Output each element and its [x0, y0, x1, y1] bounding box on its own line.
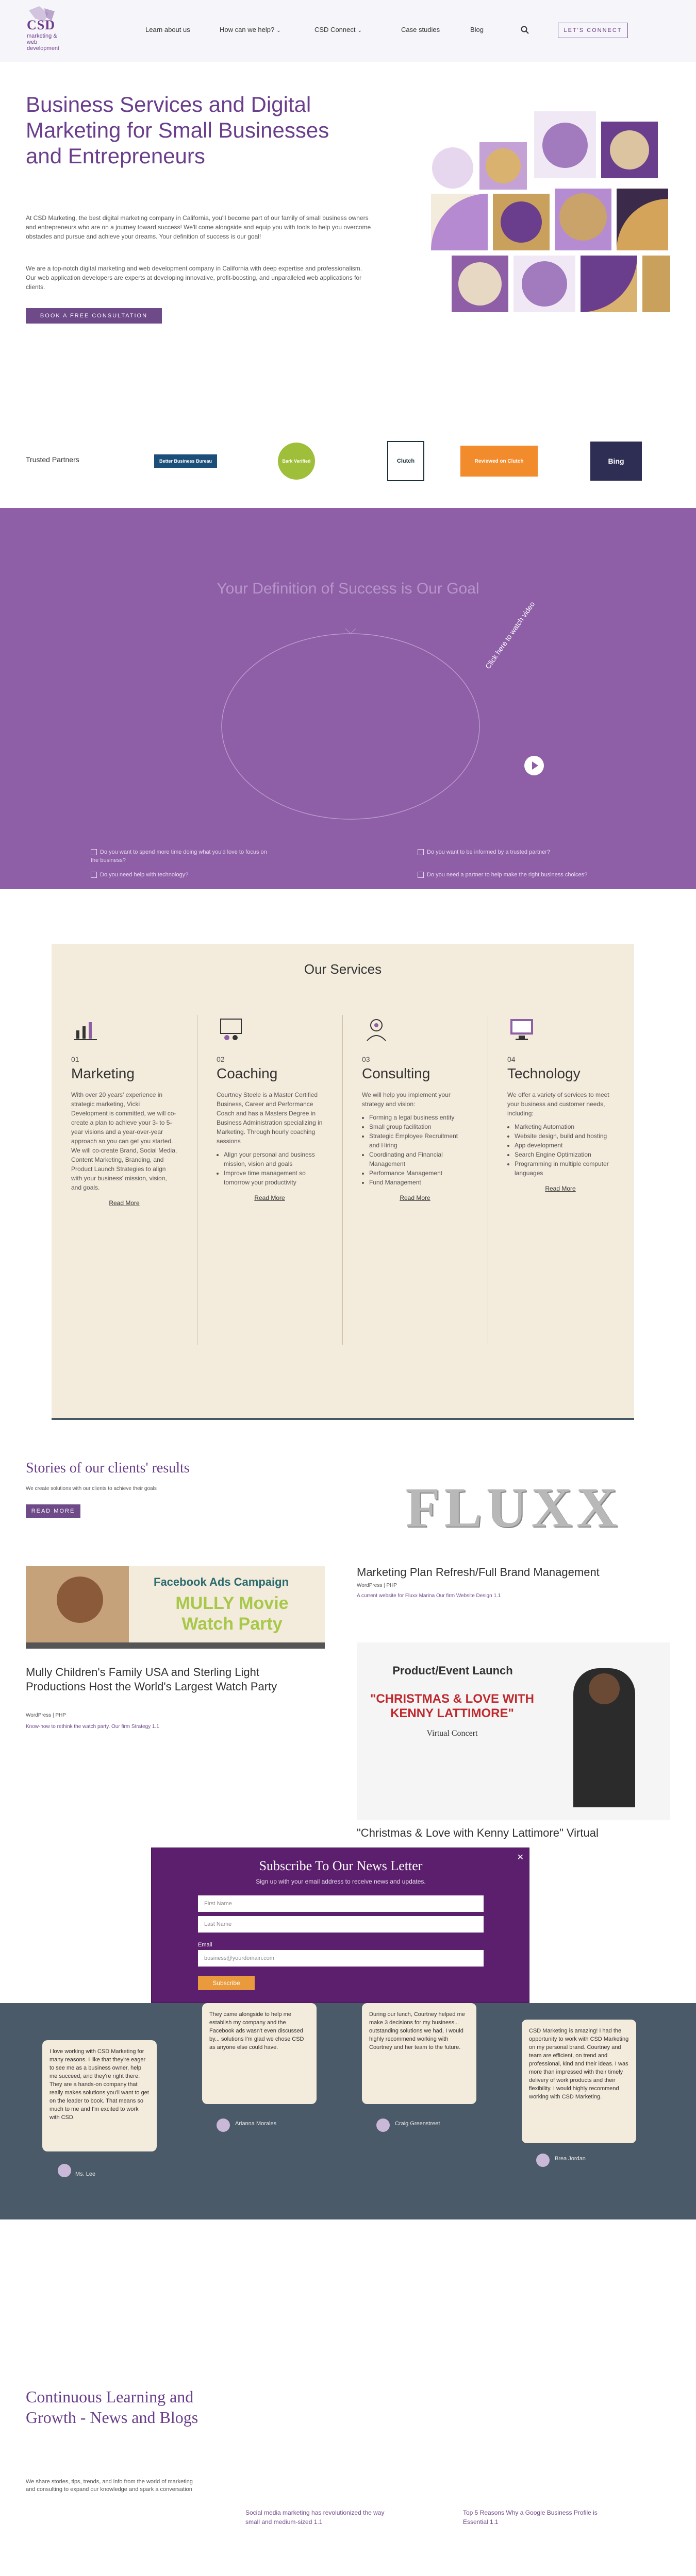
hero-paragraph-1: At CSD Marketing, the best digital marketing company in California, you'll become part of our family of small business owners and entrepreneurs who are on a journey toward success! We'll come alongside and equip you with tools to help you overcome obstacles and pursue and achieve your dreams. Your definition of success is our goal! [26, 214, 371, 240]
blog-post-link[interactable]: Social media marketing has revolutionized the way small and medium-sized 1.1 [245, 2509, 385, 2526]
nav-item-blog[interactable]: Blog [470, 26, 484, 33]
success-check-3: Do you need help with technology? [91, 871, 276, 879]
success-check-1: Do you want to spend more time doing what you'd love to focus on the business? [91, 849, 267, 863]
testimonial-card: I love working with CSD Marketing for many reasons. I like that they're eager to see me as a business owner, help me succeed, and they're right there. They are a hands-on company that really makes solutions you'll want to get on the leader to book. That means so much to me and I'm excited to work with CSD. [42, 2040, 157, 2151]
success-check-4: Do you need a partner to help make the right business choices? [418, 871, 603, 879]
nav-item-case-studies[interactable]: Case studies [401, 26, 440, 33]
checkbox-icon [91, 872, 97, 878]
subscribe-button[interactable]: Subscribe [198, 1976, 255, 1990]
trusted-partners-label: Trusted Partners [26, 455, 79, 464]
last-name-field[interactable]: Last Name [198, 1916, 484, 1933]
bbb-logo[interactable]: Better Business Bureau [150, 439, 222, 483]
checkbox-icon [418, 872, 424, 878]
success-title: Your Definition of Success is Our Goal [217, 580, 479, 597]
case-summary[interactable]: Know-how to rethink the watch party. Our firm Strategy 1.1 [26, 1724, 159, 1730]
testimonial-name: Arianna Morales [235, 2121, 277, 2127]
site-header [0, 0, 696, 62]
testimonial-name: Brea Jordan [555, 2156, 586, 2162]
success-check-2: Do you want to be informed by a trusted partner? [418, 848, 603, 856]
testimonial-name: Craig Greenstreet [395, 2121, 440, 2127]
avatar [536, 2154, 550, 2167]
video-circle[interactable] [217, 629, 485, 840]
service-name: Coaching [217, 1065, 278, 1081]
service-name: Consulting [362, 1065, 430, 1081]
testimonial-card: CSD Marketing is amazing! I had the opportunity to work with CSD Marketing on my personal brand. Courtney and team are efficient, on trend and professional, kind and their ideas. I was more than impressed with their timely delivery of work products and their flexibility. I would highly recommend working with CSD Marketing. [522, 2020, 636, 2143]
logo-letters[interactable]: CSD [27, 18, 56, 32]
chevron-down-icon: ⌄ [357, 28, 362, 33]
read-more-link[interactable]: Read More [109, 1199, 140, 1207]
clutch-logo[interactable]: Clutch [383, 439, 429, 483]
service-technology: 04 Technology We offer a variety of services to meet your business and customer needs, including: • Marketing Automation • Website design, build and hosting • App development • Search Engine Optimization • Programming in multiple computer languages Read More [495, 1015, 626, 1386]
service-consulting: 03 Consulting We will help you implement your strategy and vision: • Forming a legal business entity • Small group facilitation • Strategic Employee Recruitment and Hiring • Coordinating and Financial Management • Performance Management • Fund Management Read More [350, 1015, 480, 1386]
avatar [58, 2164, 71, 2177]
consultant-icon [362, 1015, 391, 1044]
stories-title: Stories of our clients' results [26, 1460, 190, 1476]
clutch-reviewed-logo[interactable]: Reviewed on Clutch [458, 439, 540, 483]
blog-intro: We share stories, tips, trends, and info from the world of marketing and consulting to expand our knowledge and spark a conversation [26, 2479, 193, 2493]
book-consultation-button[interactable]: BOOK A FREE CONSULTATION [26, 308, 162, 324]
case-image-fluxx[interactable]: FLUXX [357, 1457, 670, 1558]
newsletter-title: Subscribe To Our News Letter [259, 1858, 423, 1873]
presentation-icon [217, 1015, 245, 1044]
hero-title: Business Services and Digital Marketing for Small Businesses and Entrepreneurs [26, 92, 329, 168]
service-bullets: • Marketing Automation • Website design, build and hosting • App development • Search Engine Optimization • Programming in multiple computer languages [507, 1122, 614, 1178]
close-icon[interactable]: ✕ [517, 1853, 524, 1862]
case-title-kenny[interactable]: "Christmas & Love with Kenny Lattimore" Virtual [357, 1826, 599, 1839]
email-label: Email [198, 1942, 212, 1948]
watch-video-label[interactable]: Click here to watch video [484, 600, 537, 671]
case-title-fluxx[interactable]: Marketing Plan Refresh/Full Brand Management [357, 1566, 600, 1579]
avatar [376, 2119, 390, 2132]
service-name: Technology [507, 1065, 581, 1081]
stories-read-more-button[interactable]: READ MORE [26, 1504, 80, 1518]
monitor-icon [507, 1015, 536, 1044]
hero-collage [431, 111, 670, 337]
testimonial-card: During our lunch, Courtney helped me make 3 decisions for my business... outstanding solutions we had, I would highly recommend working with Courtney and her team to the future. [362, 2003, 476, 2104]
services-section [52, 944, 634, 1420]
nav-item-connect[interactable]: CSD Connect ⌄ [314, 26, 362, 33]
read-more-link[interactable]: Read More [400, 1194, 430, 1201]
read-more-link[interactable]: Read More [545, 1185, 576, 1192]
services-title: Our Services [304, 961, 382, 977]
case-tags: WordPress | PHP [357, 1583, 397, 1588]
service-name: Marketing [71, 1065, 135, 1081]
hero-paragraph-2: We are a top-notch digital marketing and web development company in California with deep expertise and professionalism. Our web application developers are experts at developing innovative, profit-boosting, and unparalleled web applications for clients. [26, 265, 362, 291]
case-image-mully[interactable]: Facebook Ads Campaign MULLY Movie Watch Party [26, 1566, 325, 1649]
newsletter-modal [151, 1848, 529, 2003]
blog-post-link[interactable]: Top 5 Reasons Why a Google Business Profile is Essential 1.1 [463, 2509, 598, 2526]
search-icon[interactable] [521, 26, 529, 34]
checkbox-icon [418, 849, 424, 855]
case-image-kenny[interactable]: Product/Event Launch "CHRISTMAS & LOVE WITH KENNY LATTIMORE" Virtual Concert [357, 1642, 670, 1820]
case-title-mully[interactable]: Mully Children's Family USA and Sterling Light Productions Host the World's Largest Watch Party [26, 1666, 277, 1693]
service-bullets: • Align your personal and business mission, vision and goals • Improve time management so tomorrow your productivity [217, 1150, 323, 1187]
checkbox-icon [91, 849, 97, 855]
play-icon[interactable] [524, 755, 544, 776]
service-marketing: 01 Marketing With over 20 years' experience in strategic marketing, Vicki Development is committed, we will co-create a plan to achieve your 3- to 5- year visions and a year-over-year approach so you can get you started. We will co-create Brand, Social Media, Content Marketing, Branding, and Product Launch Strategies to align with your business' mission, vision, and goals. Read More [59, 1015, 190, 1386]
lets-connect-button[interactable]: LET'S CONNECT [558, 23, 628, 38]
testimonial-card: They came alongside to help me establish my company and the Facebook ads wasn't even discussed by... solutions I'm glad we chose CSD as anyone else could have. [202, 2003, 317, 2104]
bark-verified-logo[interactable]: Bark Verified [273, 439, 320, 483]
logo-tagline: marketing & web development [27, 33, 59, 52]
chart-icon [71, 1015, 100, 1044]
nav-item-help[interactable]: How can we help? ⌄ [220, 26, 281, 33]
email-field[interactable]: business@yourdomain.com [198, 1950, 484, 1967]
avatar [217, 2119, 230, 2132]
chevron-down-icon: ⌄ [276, 28, 281, 33]
testimonial-name: Ms. Lee [75, 2171, 96, 2177]
case-summary[interactable]: A current website for Fluxx Marina Our firm Website Design 1.1 [357, 1593, 501, 1599]
stories-subtitle: We create solutions with our clients to achieve their goals [26, 1486, 157, 1492]
read-more-link[interactable]: Read More [254, 1194, 285, 1201]
service-bullets: • Forming a legal business entity • Small group facilitation • Strategic Employee Recruitment and Hiring • Coordinating and Financial Management • Performance Management • Fund Management [362, 1113, 468, 1187]
first-name-field[interactable]: First Name [198, 1895, 484, 1912]
nav-item-about[interactable]: Learn about us [145, 26, 190, 33]
bing-logo[interactable]: Bing [588, 439, 644, 483]
blog-title: Continuous Learning and Growth - News and Blogs [26, 2387, 198, 2427]
case-tags: WordPress | PHP [26, 1713, 66, 1718]
service-coaching: 02 Coaching Courtney Steele is a Master Certified Business, Career and Performance Coach and has a Masters Degree in Business Administration specializing in Marketing. Through hourly coaching sessions • Align your personal and business mission, vision and goals • Improve time management so tomorrow your productivity Read More [204, 1015, 335, 1386]
newsletter-subtitle: Sign up with your email address to receive news and updates. [256, 1878, 426, 1885]
